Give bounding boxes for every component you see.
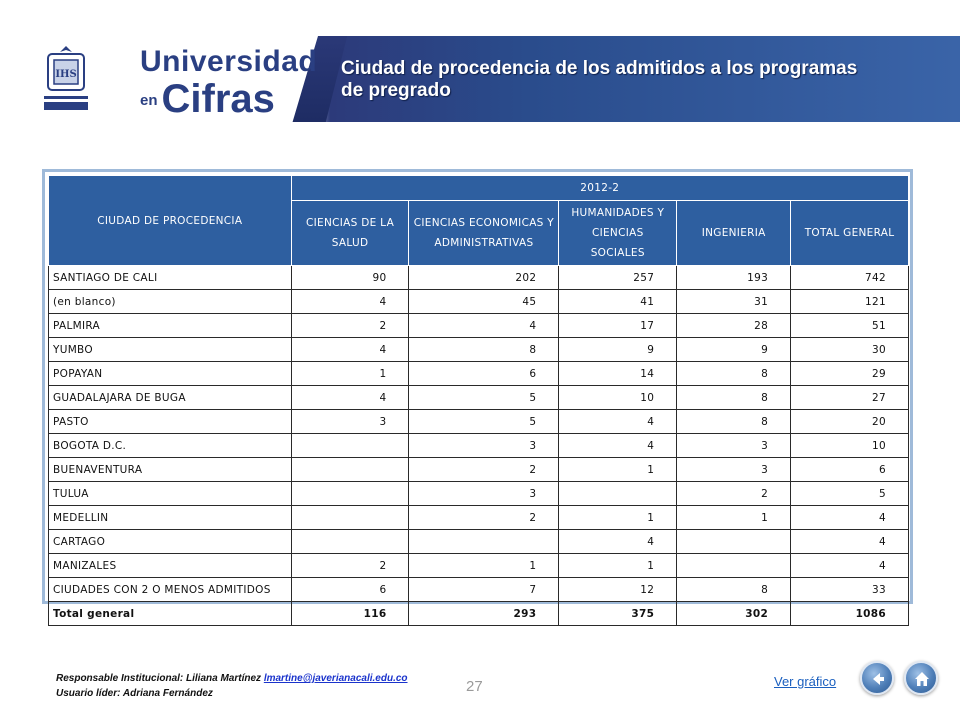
row-header: CIUDAD DE PROCEDENCIA (49, 176, 292, 266)
page-number: 27 (466, 678, 483, 695)
value-cell: 28 (677, 314, 791, 338)
value-cell: 6 (409, 362, 559, 386)
value-cell: 12 (559, 578, 677, 602)
value-cell: 8 (677, 578, 791, 602)
city-cell: YUMBO (49, 338, 292, 362)
table-row (49, 530, 909, 554)
value-cell: 5 (409, 410, 559, 434)
value-cell: 4 (409, 314, 559, 338)
value-cell: 4 (291, 338, 409, 362)
table-frame (42, 169, 913, 620)
value-cell (677, 554, 791, 578)
ver-grafico-link[interactable]: Ver gráfico (774, 674, 837, 689)
value-cell: 33 (791, 578, 909, 602)
value-cell (291, 434, 409, 458)
city-cell: CIUDADES CON 2 O MENOS ADMITIDOS (49, 578, 292, 602)
back-arrow-icon (869, 670, 887, 688)
value-cell: 375 (559, 602, 677, 626)
value-cell: 45 (409, 290, 559, 314)
column-header: CIENCIAS ECONOMICAS Y ADMINISTRATIVAS (409, 201, 559, 266)
column-header: INGENIERIA (677, 201, 791, 266)
value-cell: 4 (791, 554, 909, 578)
table-row (49, 410, 909, 434)
city-cell: Total general (49, 602, 292, 626)
value-cell: 3 (409, 482, 559, 506)
value-cell: 9 (559, 338, 677, 362)
value-cell: 116 (291, 602, 409, 626)
brand-logo (140, 46, 317, 120)
city-cell: TULUA (49, 482, 292, 506)
value-cell: 1 (559, 554, 677, 578)
value-cell: 30 (791, 338, 909, 362)
value-cell: 202 (409, 266, 559, 290)
responsable-label: Responsable Institucional: Liliana Martínez (56, 673, 264, 684)
value-cell: 29 (791, 362, 909, 386)
brand-cifras: Cifras (161, 77, 275, 121)
home-button[interactable] (904, 661, 938, 695)
city-cell: CARTAGO (49, 530, 292, 554)
value-cell: 742 (791, 266, 909, 290)
value-cell: 2 (677, 482, 791, 506)
lider-line: Usuario líder: Adriana Fernández (56, 688, 213, 699)
value-cell: 257 (559, 266, 677, 290)
value-cell: 2 (291, 314, 409, 338)
table-row (49, 554, 909, 578)
table-row (49, 338, 909, 362)
value-cell: 3 (677, 458, 791, 482)
value-cell: 6 (291, 578, 409, 602)
value-cell: 51 (791, 314, 909, 338)
university-seal-icon (38, 44, 94, 114)
brand-en: en (140, 92, 158, 109)
column-header: HUMANIDADES Y CIENCIAS SOCIALES (559, 201, 677, 266)
table-row (49, 290, 909, 314)
value-cell: 5 (791, 482, 909, 506)
value-cell: 2 (291, 554, 409, 578)
value-cell: 1 (409, 554, 559, 578)
value-cell: 4 (791, 506, 909, 530)
table-body (49, 266, 909, 626)
value-cell: 9 (677, 338, 791, 362)
total-row (49, 602, 909, 626)
table-row (49, 386, 909, 410)
home-icon (913, 670, 931, 688)
city-cell: GUADALAJARA DE BUGA (49, 386, 292, 410)
value-cell: 27 (791, 386, 909, 410)
value-cell (291, 458, 409, 482)
value-cell: 293 (409, 602, 559, 626)
period-header: 2012-2 (291, 176, 908, 201)
city-cell: POPAYAN (49, 362, 292, 386)
value-cell: 8 (677, 362, 791, 386)
value-cell: 1 (677, 506, 791, 530)
value-cell: 90 (291, 266, 409, 290)
value-cell (677, 530, 791, 554)
value-cell: 8 (409, 338, 559, 362)
value-cell: 8 (677, 410, 791, 434)
value-cell: 2 (409, 458, 559, 482)
value-cell: 4 (291, 290, 409, 314)
value-cell: 8 (677, 386, 791, 410)
value-cell (409, 530, 559, 554)
value-cell: 4 (559, 410, 677, 434)
value-cell: 1 (291, 362, 409, 386)
value-cell: 3 (677, 434, 791, 458)
value-cell: 5 (409, 386, 559, 410)
admissions-table (48, 175, 909, 626)
column-header: CIENCIAS DE LA SALUD (291, 201, 409, 266)
value-cell (291, 530, 409, 554)
value-cell: 121 (791, 290, 909, 314)
table-row (49, 506, 909, 530)
column-header: TOTAL GENERAL (791, 201, 909, 266)
value-cell: 14 (559, 362, 677, 386)
value-cell: 3 (291, 410, 409, 434)
city-cell: BOGOTA D.C. (49, 434, 292, 458)
value-cell: 10 (791, 434, 909, 458)
table-row (49, 458, 909, 482)
value-cell: 41 (559, 290, 677, 314)
value-cell: 17 (559, 314, 677, 338)
brand-universidad: Universidad (140, 45, 318, 78)
value-cell (291, 506, 409, 530)
value-cell: 1086 (791, 602, 909, 626)
back-button[interactable] (860, 661, 894, 695)
table-row (49, 314, 909, 338)
table-row (49, 434, 909, 458)
city-cell: MANIZALES (49, 554, 292, 578)
value-cell: 20 (791, 410, 909, 434)
table-row (49, 362, 909, 386)
value-cell: 3 (409, 434, 559, 458)
table-row (49, 482, 909, 506)
header-banner (0, 36, 960, 122)
page-title: Ciudad de procedencia de los admitidos a los programas de pregrado (341, 58, 858, 101)
value-cell (291, 482, 409, 506)
table-row (49, 578, 909, 602)
value-cell: 1 (559, 458, 677, 482)
value-cell: 7 (409, 578, 559, 602)
svg-text:IHS: IHS (55, 69, 77, 80)
value-cell: 10 (559, 386, 677, 410)
city-cell: PASTO (49, 410, 292, 434)
value-cell: 4 (559, 434, 677, 458)
value-cell: 2 (409, 506, 559, 530)
value-cell: 1 (559, 506, 677, 530)
email-link[interactable]: lmartine@javerianacali.edu.co (263, 673, 408, 684)
value-cell: 193 (677, 266, 791, 290)
city-cell: (en blanco) (49, 290, 292, 314)
city-cell: SANTIAGO DE CALI (49, 266, 292, 290)
value-cell: 4 (791, 530, 909, 554)
value-cell: 4 (291, 386, 409, 410)
value-cell: 302 (677, 602, 791, 626)
value-cell: 4 (559, 530, 677, 554)
footer-credits (56, 671, 408, 701)
table-row (49, 266, 909, 290)
value-cell: 6 (791, 458, 909, 482)
city-cell: BUENAVENTURA (49, 458, 292, 482)
value-cell: 31 (677, 290, 791, 314)
value-cell (559, 482, 677, 506)
responsable-line (56, 671, 408, 686)
city-cell: PALMIRA (49, 314, 292, 338)
city-cell: MEDELLIN (49, 506, 292, 530)
